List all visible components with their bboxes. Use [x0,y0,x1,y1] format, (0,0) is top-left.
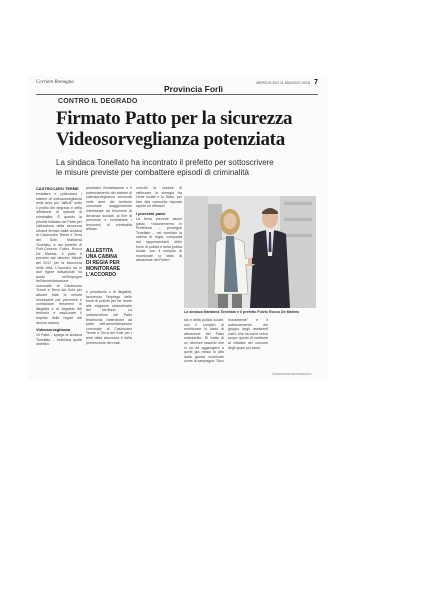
photo-caption: La sindaca Marianna Tonellato e il prefetto Fulvio Rocco De Marinis [184,310,300,314]
pullquote-line: MONITORARE [86,266,121,272]
body-column-5 [228,318,268,374]
title-line: Videosorveglianza potenziata [56,129,285,150]
copyright-note: ©RIPRODUZIONE RISERVATA [272,372,312,376]
body-text: «Il Patto – spiega la sindaca Tonellato – individua quale obiettivo [36,333,82,347]
body-text: kia e della polizia locale, con il compito di monitorare lo stato di attuazione del Patto sottoscritto. Si tratta di un ulteriore tassello che si va ad aggiungere a quelli già messi in atto dalla giunta comunale come la campagna "Sicu [184,318,224,364]
pull-quote [86,248,132,278]
body-column-2-continued [86,290,132,376]
article-subtitle [56,158,322,178]
body-column-3 [136,186,182,376]
section-subheading: I prossimi passi [136,210,166,216]
subtitle-line: le misure previste per combattere episodi di criminalità [56,168,249,177]
section-title: Provincia Forlì [164,84,224,94]
pullquote-line: ALLESTITA [86,248,114,254]
body-column-1 [36,186,82,376]
article-kicker: CONTRO IL DEGRADO [58,98,138,105]
page-number: 7 [314,79,318,86]
header-rule [36,94,318,95]
photo-illustration [184,196,316,308]
dateline: CASTROCARO TERME [36,186,79,191]
body-column-4 [184,318,224,374]
body-text: prioritario l'installazione e il potenziamento dei sistemi di videosorveglianza comunali nelle aree del territorio comunale maggiormente interessate da fenomeni di devianza sociale, al fine di prevenire e contrastare i fenomeni di criminalità diffusa. [86,186,132,232]
body-text: e predatoria o di illegalità, favorendo l'impiego delle forze di polizia per far fronte alle esigenze straordinarie del territorio. La sottoscrizione del Patto testimonia l'attenzione da parte dell'amministrazione comunale di Castrocaro Terme e Terra del Sole per i temi della sicurezza e della prevenzione dei reati. [86,290,132,345]
subtitle-line: La sindaca Tonellato ha incontrato il prefetto per sottoscrivere [56,158,274,167]
issue-date: MERCOLEDÌ 11 MAGGIO 2016 [256,81,310,85]
article-title [56,108,322,150]
body-column-2 [86,186,132,242]
page-header [36,78,318,94]
newspaper-name: Corriere Romagna [36,80,74,85]
body-text: La firma prevede alcuni passi: «Incontreremo in Prefettura – prosegue Tonellato – nel comitato la cabina di regia, composta dai rappresentanti delle forze di polizia e della polizia locale, con il compito di monitorare lo stato di attuazione del Patto». [136,216,182,263]
pullquote-line: UNA CABINA [86,254,118,260]
section-subheading: Videosorveglianza [36,327,71,333]
pullquote-line: DI REGIA PER [86,260,120,266]
body-text: Installare e potenziare i sistemi di videosorveglianza nelle aree più "difficili" sotto il profilo del degrado e della diffusione di episodi di criminalità. È questo la priorità indicata nel Patto per l'attuazione della sicurezza urbana firmato dalla sindaca di Castrocaro Terme e Terra del Sole, Marianna Tonellato, e dal prefetto di Forlì-Cesena Fulvio Rocco De Marinis. Il patto è previsto dal decreto Minniti del 2017 per la sicurezza nelle città. L'incontro tra le due figure istituzionali ha posto nell'impegno dell'amministrazione comunale di Castrocaro Terme e Terra del Sole per attuare tutte le misure necessarie per prevenire e contrastare fenomeni di illegalità e di degrado del territorio e assicurare il rispetto delle regole del decoro urbano. [36,192,82,325]
people-photo-icon [184,196,316,308]
body-text: nonché la volontà di rafforzare la sinergia fra l'ente locale e lo Stato, per fare alla comunità risposte rapide ed efficaci». [136,186,182,209]
title-line: Firmato Patto per la sicurezza [56,108,293,129]
pullquote-line: L'ACCORDO [86,272,117,278]
body-text: rezzamente" e il potenziamento del gruppo degli assistenti civici, che ha come unico scopo quello di restituire ai cittadini del comune degli spazi più sicuri. [228,318,268,350]
